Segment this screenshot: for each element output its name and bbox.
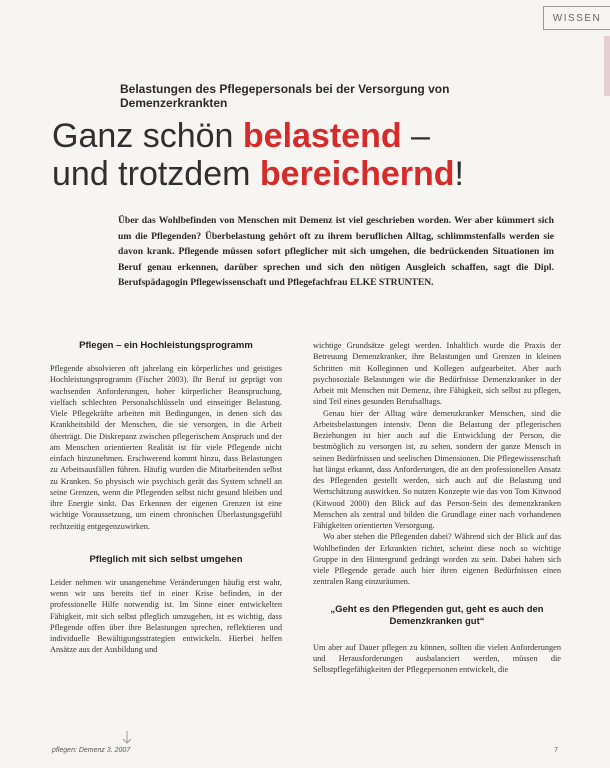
kicker: Belastungen des Pflegepersonals bei der Versorgung von Demenzerkrankten xyxy=(120,82,450,110)
body-paragraph: Wo aber stehen die Pflegenden dabei? Während sich der Blick auf das Wohlbefinden der Erkrankten richtet, scheint diese noch so wichtige Gruppe in den Hintergrund gedrängt worden zu sein. Dabei haben sich viele Pflegende gerade auch hier ihren eigenen Bedürfnissen einen zentralen Rang einzuräumen. xyxy=(313,532,561,587)
lead-paragraph xyxy=(118,213,554,291)
body-paragraph: wichtige Grundsätze gelegt werden. Inhaltlich wurde die Praxis der Betreuung Demenzkranker, ihre Belastungen und Grenzen in kleinen Schritten mit Kolleginnen und Kollegen aufgearbeitet. Aber auch psychosoziale Belastungen wie die Bedürfnisse Demenzkranker in der Arbeit mit Menschen mit Demenz, ihre Fähigkeit, sich selbst zu pflegen, sind Teil eines gesunden Berufsalltags. xyxy=(313,341,561,407)
headline xyxy=(52,117,592,193)
left-column xyxy=(50,338,282,656)
headline-line2-plain: und trotzdem xyxy=(52,155,260,193)
author-name: ELKE STRUNTEN. xyxy=(349,277,434,288)
headline-line1-highlight: belastend xyxy=(242,117,402,155)
headline-line2-highlight: bereichernd xyxy=(259,155,455,193)
body-paragraph: Leider nehmen wir unangenehme Veränderungen häufig erst wahr, wenn wir uns bereits tief in einer Krise befinden, in der professionelle Hilfe notwendig ist. Im Sinne einer entwickelten Fähigkeit, mit sich selbst pfleglich umzugehen, ist es wichtig, dass Pflegende offen über ihre Belastungen sprechen, reflektieren und individuelle Bewältigungsstrategien entwickeln. Hierbei helfen Ansätze aus der Ausbildung und xyxy=(50,577,282,655)
headline-line1-plain: Ganz schön xyxy=(52,117,243,155)
right-column xyxy=(313,340,561,675)
headline-line2-end: ! xyxy=(454,155,464,193)
headline-line2 xyxy=(52,155,464,193)
section-tab xyxy=(543,6,610,30)
headline-line1-end: – xyxy=(401,117,430,155)
body-paragraph: Pflegende absolvieren oft jahrelang ein körperliches und geistiges Hochleistungsprogramm (Fischer 2003). Ihr Beruf ist geprägt von wachsenden Anforderungen, hoher körperlicher Beanspruchung, vielfach schlechten Personalschlüsseln und einseitiger Belastung. Viele Pflegekräfte arbeiten mit Bedingungen, in denen sich das Krankheitsbild der Menschen, die sie versorgen, in die Arbeit überträgt. Die Diskrepanz zwischen pflegerischem Anspruch und der am Menschen orientierten Realität ist für viele Pflegende nicht einfach hinzunehmen. Erschwerend kommt hinzu, dass Belastungen zu Arbeitsausfällen führen. Häufig wurden die Mitarbeitenden selbst zu Kranken. So physisch wie psychisch gerät das System schnell an seine Grenzen, wenn die Pflegenden selbst nicht gesund bleiben und ihre Energie sinkt. Das Erkennen der eigenen Grenzen ist eine wichtige Voraussetzung, um einem chronischen Überlastungsgefühl rechtzeitig entgegenzuwirken. xyxy=(50,364,282,531)
headline-line1 xyxy=(52,117,430,155)
lead-text: Über das Wohlbefinden von Menschen mit Demenz ist viel geschrieben worden. Wer aber kümmert sich um die Pflegenden? Überbelastung gehört oft zu ihrem beruflichen Alltag, schlimmstenfalls werden sie davon krank. Pflegende müssen sofort pfleglicher mit sich umgehen, die bedrückenden Situationen im Beruf genau erkennen, darüber sprechen und sich den nötigen Ausgleich schaffen, sagt die Dipl. Berufspädagogin Pflegewissenschaft und Pflegefachfrau xyxy=(118,215,554,288)
section-label: WISSEN xyxy=(552,12,602,24)
pull-quote: „Geht es den Pflegenden gut, geht es auch den Demenzkranken gut“ xyxy=(330,603,544,627)
subhead-hochleistungsprogramm: Pflegen – ein Hochleistungsprogramm xyxy=(79,340,253,351)
registration-mark-icon xyxy=(120,730,134,744)
page-number: 7 xyxy=(554,747,558,754)
body-paragraph: Um aber auf Dauer pflegen zu können, sollten die vielen Anforderungen und Herausforderungen ausbalanciert werden, müssen die Selbstpflegefähigkeiten der Pflegepersonen entwickelt, die xyxy=(313,642,561,674)
subhead-pfleglich: Pfleglich mit sich selbst umgehen xyxy=(89,553,243,565)
footer-journal: pflegen: Demenz 3. 2007 xyxy=(52,747,131,754)
margin-band xyxy=(604,36,610,96)
body-paragraph: Genau hier der Alltag wäre demenzkranker Menschen, sind die Arbeitsbelastungen intensiv. Denn die Belastung der pflegerischen Beziehungen ist hier auch auf die Entwicklung der Person, die bestmöglich zu versorgen ist, zu sehen, sondern der ganze Mensch in seinen Bedürfnissen und seelischen Dimensionen. Die Pflegewissenschaft hat längst erkannt, dass Anforderungen, die an den professionellen Ansatz des Pflegenden gestellt werden, sich auch auf die Belastung und Wertschätzung auswirken. So nutzen Konzepte wie das von Tom Kitwood (Kitwood 2000) den Blick auf das Person-Sein des demenzkranken Menschen als zentral und bilden die Grundlage einer nach vorhandenen Fähigkeiten orientierten Versorgung. xyxy=(313,408,561,530)
